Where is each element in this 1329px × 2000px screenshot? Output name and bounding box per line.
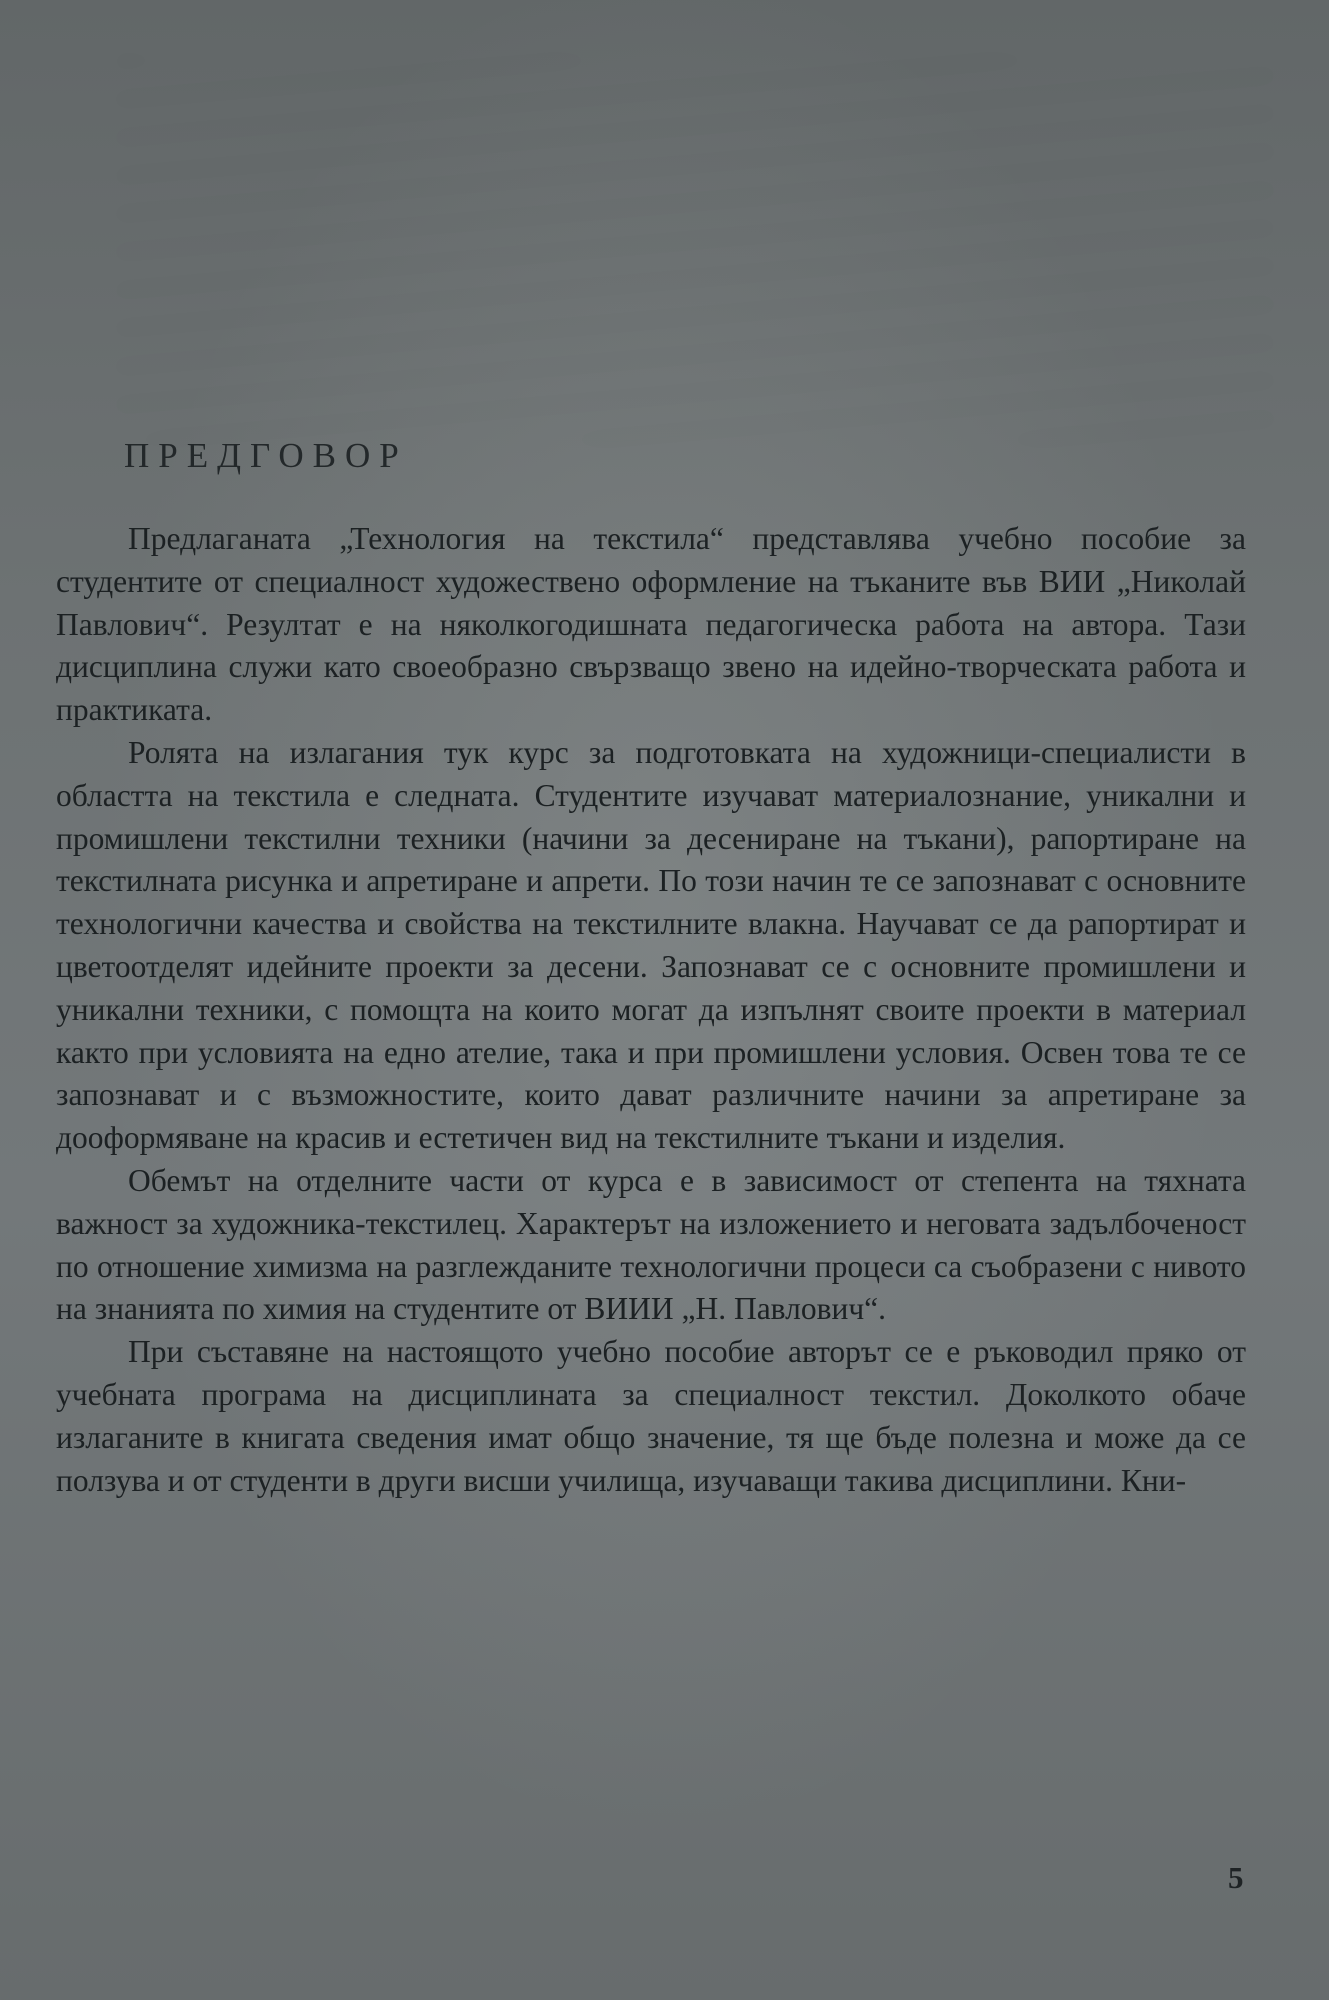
paragraph-course-role: Ролята на излагания тук курс за подготовката на художници-специалисти в областта на текстила е следната. Студентите изучават материалознание, уникални и промишлени текстилни техники (начини за десениране на тъкани), рапортиране на текстилната рисунка и апретиране и апрети. По този начин те се запознават с основните технологични качества и свойства на текстилните влакна. Научават се да рапортират и цветоотделят идейните проекти за десени. Запознават се с основните промишлени и уникални техники, с помощта на които могат да изпълнят своите проекти в материал както при условията на едно ателие, така и при промишлени условия. Освен това те се запознават и с възможностите, които дават различните начини за апретиране за дооформяване на красив и естетичен вид на текстилните тъкани и изделия. <box>56 734 1246 1156</box>
body-text <box>56 518 1246 1502</box>
page-title: ПРЕДГОВОР <box>124 436 408 475</box>
show-through-text <box>120 60 1270 440</box>
paragraph-intro: Предлаганата „Технология на текстила“ представлява учебно пособие за студентите от специалност художествено оформление на тъканите във ВИИ „Николай Павлович“. Резултат е на няколкогодишната педагогическа работа на автора. Тази дисциплина служи като своеобразно свързващо звено на идейно-творческата работа и практиката. <box>56 521 1246 728</box>
page-number: 5 <box>1228 1860 1244 1895</box>
paragraph-compilation: При съставяне на настоящото учебно пособие авторът се е ръководил пряко от учебната програма на дисциплината за специалност текстил. Доколкото обаче излаганите в книгата сведения имат общо значение, тя ще бъде полезна и може да се ползува и от студенти в други висши училища, изучаващи такива дисциплини. Кни- <box>56 1334 1246 1498</box>
paragraph-course-scope: Обемът на отделните части от курса е в зависимост от степента на тяхната важност за художника-текстилец. Характерът на изложението и неговата задълбоченост по отношение химизма на разглежданите технологични процеси са съобразени с нивото на знанията по химия на студентите от ВИИИ „Н. Павлович“. <box>56 1162 1246 1327</box>
